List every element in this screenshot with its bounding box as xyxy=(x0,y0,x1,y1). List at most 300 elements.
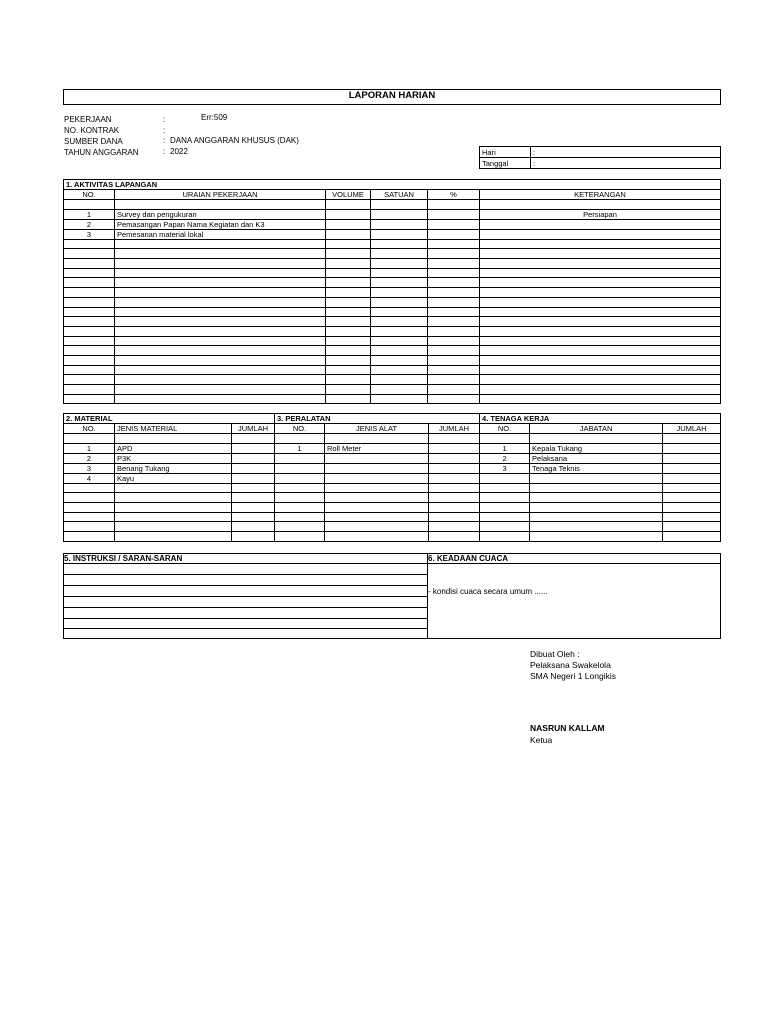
aktivitas-cell xyxy=(428,200,480,210)
pekerjaan-colon: : xyxy=(163,115,166,124)
tenaga-cell xyxy=(663,473,721,483)
tenaga-cell xyxy=(530,434,663,444)
aktivitas-cell xyxy=(64,326,115,336)
aktivitas-cell xyxy=(428,317,480,327)
aktivitas-cell xyxy=(64,200,115,210)
aktivitas-cell: Pemasangan Papan Nama Kegiatan dan K3 xyxy=(115,219,326,229)
aktivitas-cell xyxy=(326,346,371,356)
aktivitas-cell xyxy=(480,307,721,317)
aktivitas-cell xyxy=(371,326,428,336)
aktivitas-cell xyxy=(115,326,326,336)
aktivitas-cell xyxy=(115,385,326,395)
aktivitas-cell xyxy=(371,200,428,210)
material-cell: P3K xyxy=(115,453,232,463)
aktivitas-cell: Persiapan xyxy=(480,209,721,219)
material-cell xyxy=(232,522,275,532)
aktivitas-cell xyxy=(428,326,480,336)
tahun-value: 2022 xyxy=(170,147,188,156)
pekerjaan-label: PEKERJAAN xyxy=(64,115,112,124)
table-row xyxy=(64,453,721,463)
aktivitas-cell xyxy=(480,288,721,298)
cuaca-tick xyxy=(720,596,721,600)
aktivitas-cell: Survey dan pengukuran xyxy=(115,209,326,219)
material-cell xyxy=(232,473,275,483)
peralatan-cell: 1 xyxy=(275,443,325,453)
material-cell xyxy=(64,493,115,503)
aktivitas-cell xyxy=(480,239,721,249)
aktivitas-cell xyxy=(115,375,326,385)
peralatan-cell xyxy=(325,522,429,532)
table-row xyxy=(64,503,721,513)
peralatan-cell xyxy=(275,503,325,513)
aktivitas-cell xyxy=(371,336,428,346)
table-row xyxy=(64,483,721,493)
aktivitas-cell xyxy=(480,326,721,336)
aktivitas-cell xyxy=(428,229,480,239)
tenaga-cell xyxy=(530,483,663,493)
aktivitas-cell xyxy=(371,355,428,365)
aktivitas-cell xyxy=(64,259,115,269)
peralatan-header-cell: JUMLAH xyxy=(429,424,480,434)
aktivitas-cell xyxy=(115,336,326,346)
tenaga-header-cell: JABATAN xyxy=(530,424,663,434)
peralatan-header-cell: JENIS ALAT xyxy=(325,424,429,434)
aktivitas-cell xyxy=(480,365,721,375)
aktivitas-cell xyxy=(480,278,721,288)
kontrak-label: NO. KONTRAK xyxy=(64,126,120,135)
table-row xyxy=(64,394,721,404)
aktivitas-cell xyxy=(115,365,326,375)
peralatan-cell xyxy=(429,463,480,473)
aktivitas-cell xyxy=(326,394,371,404)
aktivitas-cell xyxy=(326,288,371,298)
aktivitas-cell xyxy=(115,239,326,249)
tenaga-cell xyxy=(530,493,663,503)
aktivitas-cell xyxy=(428,394,480,404)
aktivitas-cell xyxy=(480,259,721,269)
table-row xyxy=(64,463,721,473)
peralatan-cell xyxy=(325,434,429,444)
aktivitas-cell xyxy=(326,385,371,395)
aktivitas-cell xyxy=(480,249,721,259)
aktivitas-cell xyxy=(64,288,115,298)
aktivitas-cell xyxy=(64,307,115,317)
dibuat-oleh: Dibuat Oleh : xyxy=(530,649,580,659)
aktivitas-cell xyxy=(480,317,721,327)
tenaga-cell xyxy=(480,512,530,522)
aktivitas-cell xyxy=(326,239,371,249)
peralatan-cell xyxy=(429,434,480,444)
signer-position: Ketua xyxy=(530,735,553,745)
table-row xyxy=(64,268,721,278)
material-title: 2. MATERIAL xyxy=(64,414,275,424)
mpt-header-row xyxy=(64,424,721,434)
aktivitas-cell xyxy=(480,268,721,278)
peralatan-cell xyxy=(325,483,429,493)
peralatan-cell xyxy=(275,453,325,463)
aktivitas-cell xyxy=(371,297,428,307)
peralatan-cell xyxy=(275,473,325,483)
peralatan-cell xyxy=(275,512,325,522)
aktivitas-cell xyxy=(371,317,428,327)
aktivitas-cell xyxy=(480,200,721,210)
aktivitas-cell xyxy=(428,297,480,307)
aktivitas-cell xyxy=(428,278,480,288)
tenaga-cell: 2 xyxy=(480,453,530,463)
table-row xyxy=(64,317,721,327)
table-row xyxy=(64,288,721,298)
material-cell xyxy=(232,483,275,493)
pekerjaan-value: Err:509 xyxy=(201,113,228,122)
aktivitas-cell xyxy=(326,297,371,307)
tenaga-header-cell: JUMLAH xyxy=(663,424,721,434)
aktivitas-cell xyxy=(64,394,115,404)
aktivitas-cell xyxy=(480,229,721,239)
aktivitas-cell xyxy=(115,278,326,288)
aktivitas-cell xyxy=(371,229,428,239)
aktivitas-cell xyxy=(115,346,326,356)
aktivitas-cell xyxy=(428,249,480,259)
peralatan-cell xyxy=(325,532,429,542)
page-title: LAPORAN HARIAN xyxy=(348,90,436,101)
material-cell xyxy=(115,512,232,522)
aktivitas-cell xyxy=(115,307,326,317)
aktivitas-cell xyxy=(480,394,721,404)
tenaga-cell xyxy=(530,503,663,513)
sumber-label: SUMBER DANA xyxy=(64,137,123,146)
table-row xyxy=(64,355,721,365)
aktivitas-cell xyxy=(64,239,115,249)
aktivitas-cell xyxy=(64,375,115,385)
tenaga-cell: Tenaga Teknis xyxy=(530,463,663,473)
aktivitas-cell xyxy=(64,249,115,259)
aktivitas-cell xyxy=(428,219,480,229)
date-box xyxy=(479,146,721,169)
tenaga-cell xyxy=(480,503,530,513)
aktivitas-cell xyxy=(64,365,115,375)
tenaga-cell xyxy=(663,453,721,463)
material-cell xyxy=(115,522,232,532)
signer-school: SMA Negeri 1 Longikis xyxy=(530,671,616,681)
tenaga-header-cell: NO. xyxy=(480,424,530,434)
aktivitas-cell xyxy=(115,394,326,404)
tenaga-cell xyxy=(480,493,530,503)
aktivitas-cell xyxy=(64,385,115,395)
peralatan-cell xyxy=(275,522,325,532)
aktivitas-cell xyxy=(326,317,371,327)
aktivitas-cell xyxy=(428,288,480,298)
aktivitas-cell xyxy=(371,307,428,317)
aktivitas-cell xyxy=(326,365,371,375)
material-cell: 1 xyxy=(64,443,115,453)
peralatan-cell xyxy=(429,532,480,542)
peralatan-header-cell: NO. xyxy=(275,424,325,434)
aktivitas-cell xyxy=(371,219,428,229)
material-header-cell: NO. xyxy=(64,424,115,434)
aktivitas-cell xyxy=(428,239,480,249)
peralatan-cell xyxy=(325,493,429,503)
material-cell xyxy=(232,503,275,513)
table-row xyxy=(64,512,721,522)
aktivitas-header-row xyxy=(64,190,721,200)
material-header-cell: JENIS MATERIAL xyxy=(115,424,232,434)
peralatan-cell xyxy=(325,512,429,522)
aktivitas-cell xyxy=(326,200,371,210)
aktivitas-cell xyxy=(326,326,371,336)
aktivitas-cell xyxy=(326,229,371,239)
peralatan-cell xyxy=(325,463,429,473)
signer-role: Pelaksana Swakelola xyxy=(530,660,611,670)
tenaga-cell: 3 xyxy=(480,463,530,473)
instruksi-line xyxy=(63,607,427,608)
tenaga-cell xyxy=(480,532,530,542)
instruksi-line xyxy=(63,628,427,629)
material-cell xyxy=(64,512,115,522)
material-cell xyxy=(232,453,275,463)
aktivitas-cell xyxy=(371,394,428,404)
tenaga-cell xyxy=(663,522,721,532)
aktivitas-header-cell: NO. xyxy=(64,190,115,200)
material-cell: Benang Tukang xyxy=(115,463,232,473)
material-cell xyxy=(232,532,275,542)
instruksi-line xyxy=(63,596,427,597)
peralatan-title: 3. PERALATAN xyxy=(275,414,480,424)
aktivitas-cell xyxy=(480,336,721,346)
aktivitas-cell xyxy=(428,336,480,346)
aktivitas-cell xyxy=(428,259,480,269)
aktivitas-cell xyxy=(480,346,721,356)
tenaga-cell xyxy=(480,434,530,444)
aktivitas-cell xyxy=(64,346,115,356)
table-row xyxy=(64,259,721,269)
aktivitas-cell xyxy=(64,355,115,365)
material-cell xyxy=(64,434,115,444)
tenaga-cell xyxy=(663,434,721,444)
table-row xyxy=(64,297,721,307)
aktivitas-cell xyxy=(115,268,326,278)
tenaga-cell xyxy=(530,473,663,483)
sumber-colon: : xyxy=(163,136,166,145)
aktivitas-cell xyxy=(115,200,326,210)
peralatan-cell xyxy=(429,483,480,493)
aktivitas-cell xyxy=(115,288,326,298)
peralatan-cell xyxy=(275,493,325,503)
table-row xyxy=(64,473,721,483)
peralatan-cell xyxy=(429,443,480,453)
table-row xyxy=(64,326,721,336)
aktivitas-cell xyxy=(428,355,480,365)
tanggal-label: Tanggal xyxy=(482,158,509,168)
aktivitas-cell xyxy=(428,268,480,278)
aktivitas-cell xyxy=(371,268,428,278)
aktivitas-cell xyxy=(480,355,721,365)
cuaca-title: 6. KEADAAN CUACA xyxy=(428,554,509,563)
aktivitas-cell xyxy=(326,278,371,288)
aktivitas-cell xyxy=(480,297,721,307)
aktivitas-cell xyxy=(371,375,428,385)
peralatan-cell xyxy=(429,522,480,532)
kontrak-colon: : xyxy=(163,126,166,135)
aktivitas-cell xyxy=(428,365,480,375)
tenaga-cell: Kepala Tukang xyxy=(530,443,663,453)
table-row xyxy=(64,209,721,219)
tenaga-cell xyxy=(663,512,721,522)
aktivitas-cell xyxy=(326,355,371,365)
aktivitas-cell xyxy=(371,365,428,375)
aktivitas-cell xyxy=(371,346,428,356)
aktivitas-cell xyxy=(64,317,115,327)
aktivitas-cell xyxy=(371,385,428,395)
material-cell xyxy=(64,483,115,493)
aktivitas-table xyxy=(63,179,721,404)
material-cell xyxy=(232,434,275,444)
material-cell xyxy=(115,434,232,444)
peralatan-cell xyxy=(275,532,325,542)
tanggal-colon: : xyxy=(533,158,536,168)
aktivitas-cell xyxy=(428,375,480,385)
material-cell: 2 xyxy=(64,453,115,463)
table-row xyxy=(64,385,721,395)
aktivitas-header-cell: VOLUME xyxy=(326,190,371,200)
aktivitas-cell xyxy=(371,288,428,298)
aktivitas-cell xyxy=(371,259,428,269)
tahun-label: TAHUN ANGGARAN xyxy=(64,148,139,157)
peralatan-cell xyxy=(429,473,480,483)
peralatan-cell xyxy=(429,512,480,522)
table-row xyxy=(64,443,721,453)
material-cell xyxy=(64,503,115,513)
aktivitas-cell: Pemesanan material lokal xyxy=(115,229,326,239)
aktivitas-cell xyxy=(428,346,480,356)
material-cell xyxy=(64,522,115,532)
material-cell: 3 xyxy=(64,463,115,473)
aktivitas-cell xyxy=(480,385,721,395)
peralatan-cell xyxy=(429,453,480,463)
material-cell xyxy=(115,532,232,542)
material-cell: APD xyxy=(115,443,232,453)
material-cell xyxy=(232,463,275,473)
material-cell: 4 xyxy=(64,473,115,483)
aktivitas-cell xyxy=(115,317,326,327)
material-cell: Kayu xyxy=(115,473,232,483)
table-row xyxy=(64,219,721,229)
tenaga-cell xyxy=(480,522,530,532)
aktivitas-cell xyxy=(371,239,428,249)
aktivitas-cell: 2 xyxy=(64,219,115,229)
aktivitas-cell xyxy=(64,297,115,307)
instruksi-line xyxy=(63,574,427,575)
tenaga-cell xyxy=(663,493,721,503)
tenaga-cell xyxy=(530,532,663,542)
aktivitas-cell xyxy=(115,259,326,269)
aktivitas-cell xyxy=(326,219,371,229)
tenaga-cell xyxy=(663,443,721,453)
tenaga-cell xyxy=(663,483,721,493)
mpt-title-row xyxy=(64,414,721,424)
instruksi-line xyxy=(63,618,427,619)
aktivitas-cell xyxy=(326,336,371,346)
peralatan-cell xyxy=(275,463,325,473)
aktivitas-header-cell: SATUAN xyxy=(371,190,428,200)
table-row xyxy=(64,434,721,444)
tenaga-cell xyxy=(480,473,530,483)
aktivitas-cell xyxy=(64,336,115,346)
tenaga-cell xyxy=(663,463,721,473)
hari-label: Hari xyxy=(482,147,496,157)
aktivitas-cell xyxy=(371,209,428,219)
material-peralatan-tenaga-table xyxy=(63,413,721,542)
tenaga-cell: Pelaksana xyxy=(530,453,663,463)
aktivitas-cell xyxy=(115,297,326,307)
aktivitas-title: 1. AKTIVITAS LAPANGAN xyxy=(64,180,721,190)
tahun-colon: : xyxy=(163,147,166,156)
tenaga-cell xyxy=(663,503,721,513)
aktivitas-cell xyxy=(480,375,721,385)
tenaga-title: 4. TENAGA KERJA xyxy=(480,414,721,424)
table-row xyxy=(64,493,721,503)
aktivitas-cell xyxy=(371,249,428,259)
aktivitas-cell xyxy=(428,385,480,395)
material-cell xyxy=(232,443,275,453)
tenaga-cell xyxy=(530,522,663,532)
cuaca-text: - kondisi cuaca secara umum ...... xyxy=(428,587,548,596)
aktivitas-header-cell: % xyxy=(428,190,480,200)
table-row xyxy=(64,375,721,385)
aktivitas-cell xyxy=(326,268,371,278)
instruksi-line xyxy=(63,585,427,586)
aktivitas-cell xyxy=(428,307,480,317)
tenaga-cell xyxy=(663,532,721,542)
aktivitas-cell xyxy=(326,259,371,269)
aktivitas-cell xyxy=(115,249,326,259)
table-row xyxy=(64,365,721,375)
peralatan-cell xyxy=(325,503,429,513)
tenaga-cell: 1 xyxy=(480,443,530,453)
peralatan-cell: Roll Meter xyxy=(325,443,429,453)
table-row xyxy=(64,307,721,317)
aktivitas-cell xyxy=(371,278,428,288)
aktivitas-cell xyxy=(64,268,115,278)
aktivitas-cell xyxy=(326,249,371,259)
peralatan-cell xyxy=(275,434,325,444)
table-row xyxy=(64,239,721,249)
aktivitas-cell: 1 xyxy=(64,209,115,219)
peralatan-cell xyxy=(429,493,480,503)
material-cell xyxy=(115,483,232,493)
material-cell xyxy=(64,532,115,542)
material-cell xyxy=(232,512,275,522)
material-header-cell: JUMLAH xyxy=(232,424,275,434)
material-cell xyxy=(115,493,232,503)
material-cell xyxy=(115,503,232,513)
peralatan-cell xyxy=(325,473,429,483)
table-row xyxy=(64,249,721,259)
aktivitas-title-row xyxy=(64,180,721,190)
table-row xyxy=(64,278,721,288)
tenaga-cell xyxy=(480,483,530,493)
aktivitas-cell xyxy=(326,375,371,385)
table-row xyxy=(64,336,721,346)
aktivitas-cell xyxy=(64,278,115,288)
aktivitas-cell xyxy=(480,219,721,229)
aktivitas-cell xyxy=(326,307,371,317)
aktivitas-header-cell: KETERANGAN xyxy=(480,190,721,200)
aktivitas-cell xyxy=(428,209,480,219)
hari-colon: : xyxy=(533,147,536,157)
instruksi-title: 5. INSTRUKSI / SARAN-SARAN xyxy=(64,554,183,563)
aktivitas-header-cell: URAIAN PEKERJAAN xyxy=(115,190,326,200)
aktivitas-cell: 3 xyxy=(64,229,115,239)
